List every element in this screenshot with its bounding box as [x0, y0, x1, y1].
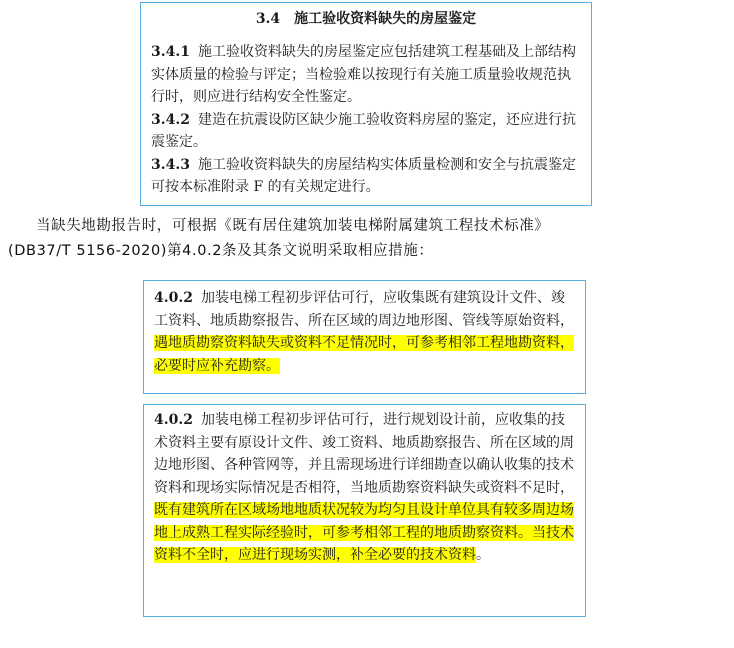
- standard-excerpt-4-0-2: [143, 280, 586, 394]
- highlighted-text: 遇地质勘察资料缺失或资料不足情况时，可参考相邻工程地勘资料，必要时应补充勘察。: [154, 335, 574, 374]
- highlighted-text-2: 当技术资料不全时，应进行现场实测，补全必要的技术资料: [154, 524, 574, 563]
- explanation-end: 。: [476, 547, 490, 563]
- clause-number: 3.4.3: [151, 156, 190, 173]
- clause-text: 施工验收资料缺失的房屋结构实体质量检测和安全与抗震鉴定可按本标准附录 F 的有关规定进行。: [151, 156, 576, 195]
- clause-3-4-1: [151, 41, 581, 109]
- intro-line-2: (DB37/T 5156-2020)第4.0.2条及其条文说明采取相应措施：: [8, 243, 434, 259]
- explanation-excerpt-4-0-2: [143, 404, 586, 617]
- intro-paragraph: [8, 214, 708, 264]
- explanation-text: 加装电梯工程初步评估可行，进行规划设计前，应收集的技术资料主要有原设计文件、竣工资料、地质勘察报告、所在区域的周边地形图、各种管网等，并且需现场进行详细勘查以确认收集的技术资料和现场实际情况是否相符，当地质勘察资料缺失或资料不足时，: [154, 412, 574, 496]
- explanation-4-0-2: [154, 409, 575, 567]
- clause-number: 4.0.2: [154, 412, 193, 428]
- clause-3-4-3: [151, 154, 581, 199]
- clause-number: 3.4.2: [151, 111, 190, 128]
- section-title: 3.4 施工验收资料缺失的房屋鉴定: [255, 11, 477, 27]
- clause-4-0-2: [154, 287, 575, 377]
- highlighted-text-1: 既有建筑所在区域场地地质状况较为均匀且设计单位具有较多周边场地上成熟工程实际经验时，可参考相邻工程的地质勘察资料。: [154, 502, 574, 541]
- clause-number: 4.0.2: [154, 290, 193, 306]
- clause-text: 加装电梯工程初步评估可行，应收集既有建筑设计文件、竣工资料、地质勘察报告、所在区域的周边地形图、管线等原始资料，: [154, 290, 574, 329]
- intro-line-1: 当缺失地勘报告时，可根据《既有居住建筑加装电梯附属建筑工程技术标准》: [36, 218, 550, 234]
- clause-text: 建造在抗震设防区缺少施工验收资料房屋的鉴定，还应进行抗震鉴定。: [151, 111, 576, 150]
- clause-number: 3.4.1: [151, 44, 190, 60]
- clause-text: 施工验收资料缺失的房屋鉴定应包括建筑工程基础及上部结构实体质量的检验与评定；当检验难以按现行有关施工质量验收规范执行时，则应进行结构安全性鉴定。: [151, 44, 576, 105]
- clause-3-4-2: [151, 109, 581, 154]
- standard-excerpt-3-4: [140, 2, 592, 206]
